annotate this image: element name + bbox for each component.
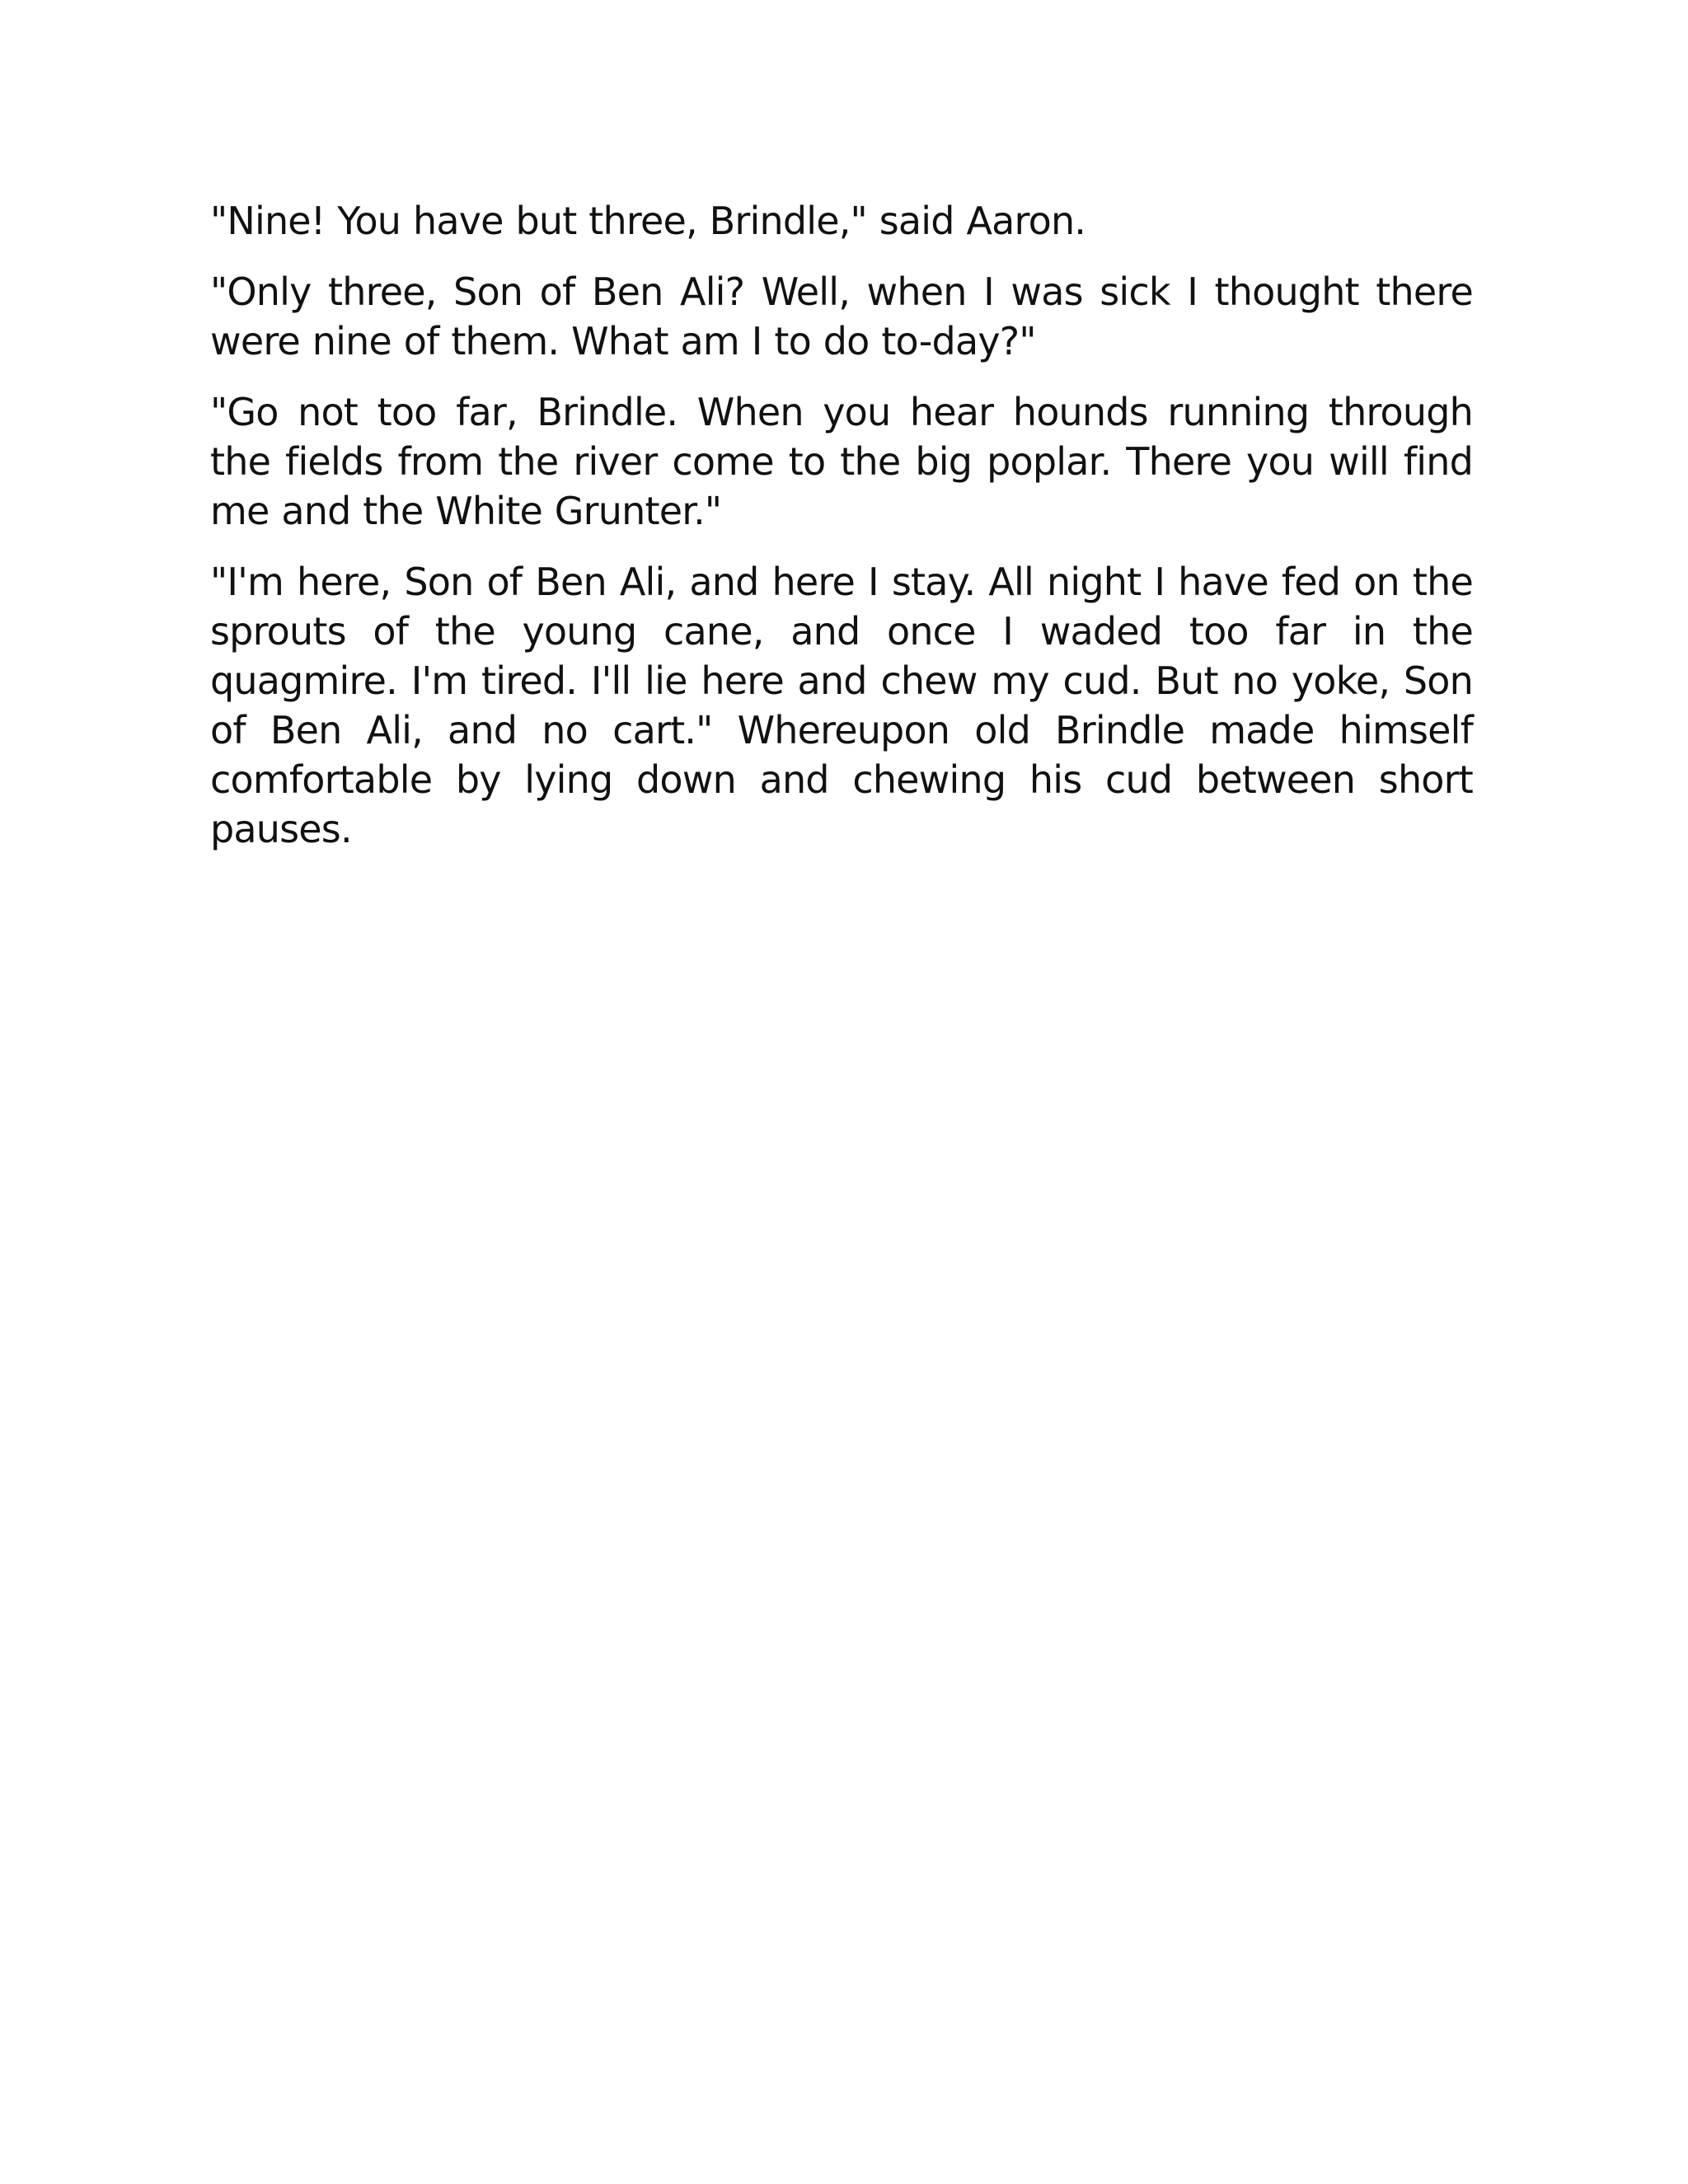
paragraph-3: "Go not too far, Brindle. When you hear hounds running through the fields from the river come to the big poplar. There you will find me and the White Grunter." bbox=[210, 390, 1473, 533]
document-body bbox=[210, 196, 1473, 875]
paragraph-1: "Nine! You have but three, Brindle," said Aaron. bbox=[210, 199, 1086, 243]
paragraph-2: "Only three, Son of Ben Ali? Well, when I was sick I thought there were nine of them. What am I to do to-day?" bbox=[210, 269, 1473, 363]
paragraph-4: "I'm here, Son of Ben Ali, and here I stay. All night I have fed on the sprouts of the young cane, and once I waded too far in the quagmire. I'm tired. I'll lie here and chew my cud. But no yoke, Son of Ben Ali, and no cart." Whereupon old Brindle made himself comfortable by lying down and chewing his cud between short pauses. bbox=[210, 560, 1473, 851]
